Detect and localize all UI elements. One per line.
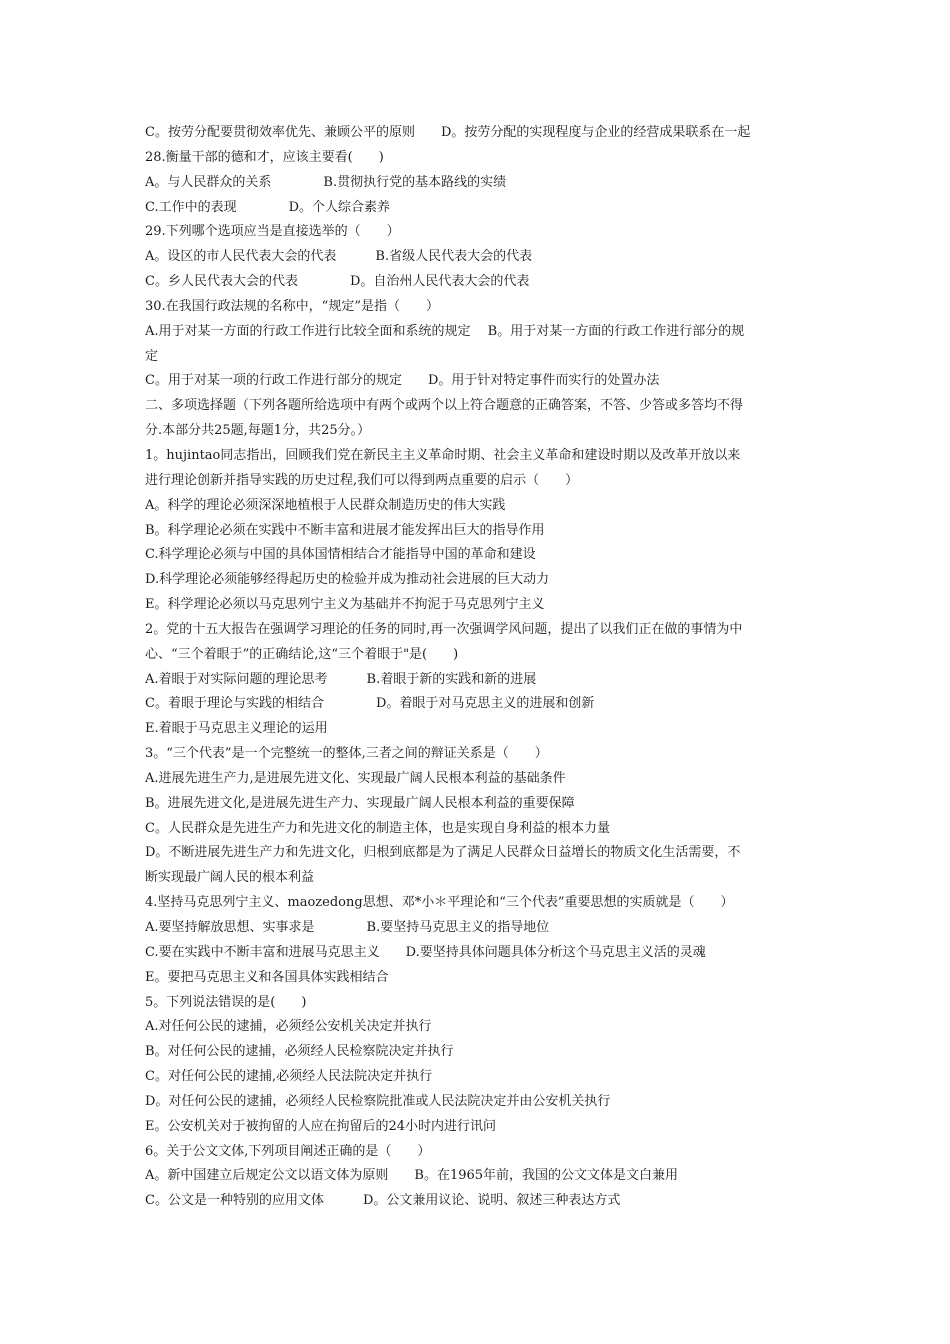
question-30-options-ab: A.用于对某一方面的行政工作进行比较全面和系统的规定 B。用于对某一方面的行政工作进行部分的规 <box>145 323 745 339</box>
mq-5-option-b: B。对任何公民的逮捕，必须经人民检察院决定并执行 <box>145 1044 454 1060</box>
mq-1-cont: 进行理论创新并指导实践的历史过程,我们可以得到两点重要的启示（ ） <box>145 472 579 488</box>
question-29-options-ab: A。设区的市人民代表大会的代表 B.省级人民代表大会的代表 <box>145 249 533 265</box>
mq-4-options-cd: C.要在实践中不断丰富和进展马克思主义 D.要坚持具体问题具体分析这个马克思主义活的灵魂 <box>145 944 706 960</box>
document-page <box>145 121 810 1214</box>
question-28-options-ab: A。与人民群众的关系 B.贯彻执行党的基本路线的实绩 <box>145 174 507 190</box>
mq-6: 6。关于公文文体,下列项目阐述正确的是（ ） <box>145 1143 431 1159</box>
question-30-options-cd: C。用于对某一项的行政工作进行部分的规定 D。用于针对特定事件而实行的处置办法 <box>145 373 660 389</box>
mq-1-option-e: E。科学理论必须以马克思列宁主义为基础并不拘泥于马克思列宁主义 <box>145 597 545 613</box>
mq-4: 4.坚持马克思列宁主义、maozedong思想、邓*小＊平理论和“三个代表”重要思想的实质就是（ ） <box>145 895 734 911</box>
mq-2: 2。党的十五大报告在强调学习理论的任务的同时,再一次强调学风问题，提出了以我们正在做的事情为中 <box>145 621 743 637</box>
mq-3: 3。“三个代表”是一个完整统一的整体,三者之间的辩证关系是（ ） <box>145 746 548 762</box>
mq-1-option-d: D.科学理论必须能够经得起历史的检验并成为推动社会进展的巨大动力 <box>145 572 550 588</box>
mq-1: 1。hujintao同志指出，回顾我们党在新民主主义革命时期、社会主义革命和建设时期以及改革开放以来 <box>145 447 741 463</box>
section-heading: 二、多项选择题（下列各题所给选项中有两个或两个以上符合题意的正确答案，不答、少答或多答均不得 <box>145 398 744 414</box>
mq-2-options-cd: C。着眼于理论与实践的相结合 D。着眼于对马克思主义的进展和创新 <box>145 696 595 712</box>
mq-5-option-c: C。对任何公民的逮捕,必须经人民法院决定并执行 <box>145 1069 433 1085</box>
mq-1-option-c: C.科学理论必须与中国的具体国情相结合才能指导中国的革命和建设 <box>145 547 536 563</box>
mq-1-option-b: B。科学理论必须在实践中不断丰富和进展才能发挥出巨大的指导作用 <box>145 522 545 538</box>
question-29: 29.下列哪个选项应当是直接选举的（ ） <box>145 224 400 240</box>
question-28: 28.衡量干部的德和才，应该主要看( ) <box>145 149 384 165</box>
mq-6-options-cd: C。公文是一种特别的应用文体 D。公文兼用议论、说明、叙述三种表达方式 <box>145 1193 621 1209</box>
mq-1-option-a: A。科学的理论必须深深地植根于人民群众制造历史的伟大实践 <box>145 497 506 513</box>
section-heading-cont: 分.本部分共25题,每题1分，共25分。） <box>145 423 371 439</box>
mq-4-options-ab: A.要坚持解放思想、实事求是 B.要坚持马克思主义的指导地位 <box>145 920 550 935</box>
mq-5-option-a: A.对任何公民的逮捕，必须经公安机关决定并执行 <box>145 1019 432 1035</box>
mq-3-option-b: B。进展先进文化,是进展先进生产力、实现最广阔人民根本利益的重要保障 <box>145 795 575 811</box>
mq-5: 5。下列说法错误的是( ) <box>145 994 307 1010</box>
mq-6-options-ab: A。新中国建立后规定公文以语文体为原则 B。在1965年前，我国的公文文体是文白兼用 <box>145 1168 679 1184</box>
mq-4-option-e: E。要把马克思主义和各国具体实践相结合 <box>145 969 389 985</box>
question-28-options-cd: C.工作中的表现 D。个人综合素养 <box>145 199 391 215</box>
mq-5-option-e: E。公安机关对于被拘留的人应在拘留后的24小时内进行讯问 <box>145 1118 497 1134</box>
question-29-options-cd: C。乡人民代表大会的代表 D。自治州人民代表大会的代表 <box>145 274 530 290</box>
mq-3-option-d: D。不断进展先进生产力和先进文化，归根到底都是为了满足人民群众日益增长的物质文化生活需要，不 <box>145 845 741 861</box>
question-30-options-ab-cont: 定 <box>145 348 159 364</box>
question-30: 30.在我国行政法规的名称中，“规定”是指（ ） <box>145 298 439 314</box>
mq-3-option-c: C。人民群众是先进生产力和先进文化的制造主体，也是实现自身利益的根本力量 <box>145 820 610 836</box>
mq-3-option-d-cont: 断实现最广阔人民的根本利益 <box>145 870 315 886</box>
mq-2-cont: 心、“三个着眼于”的正确结论,这“三个着眼于"是( ) <box>145 646 459 662</box>
mq-2-option-e: E.着眼于马克思主义理论的运用 <box>145 721 328 737</box>
mq-5-option-d: D。对任何公民的逮捕，必须经人民检察院批准或人民法院决定并由公安机关执行 <box>145 1093 611 1109</box>
mq-2-options-ab: A.着眼于对实际问题的理论思考 B.着眼于新的实践和新的进展 <box>145 671 537 687</box>
text-line: C。按劳分配要贯彻效率优先、兼顾公平的原则 D。按劳分配的实现程度与企业的经营成果联系在一起 <box>145 125 751 140</box>
mq-3-option-a: A.进展先进生产力,是进展先进文化、实现最广阔人民根本利益的基础条件 <box>145 770 566 786</box>
